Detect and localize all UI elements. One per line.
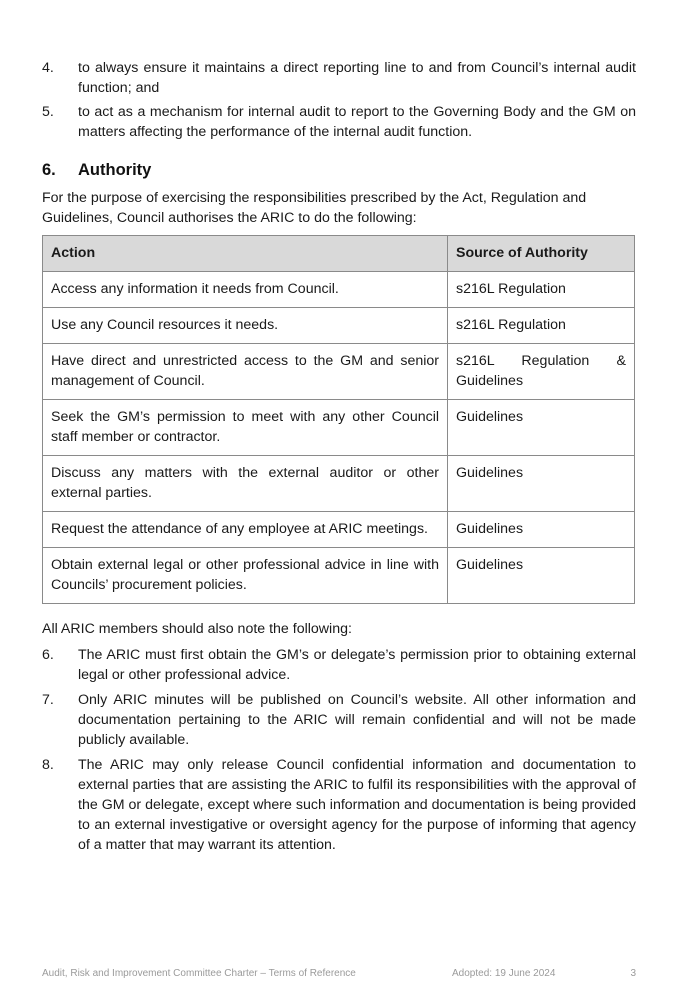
- item-number: 7.: [42, 692, 54, 708]
- source-cell: s216L Regulation: [448, 308, 635, 344]
- document-page: [42, 58, 636, 860]
- action-cell: Access any information it needs from Council.: [43, 272, 448, 308]
- header-action: Action: [43, 236, 448, 272]
- authority-table: [42, 235, 635, 604]
- table-row: [43, 548, 635, 604]
- page-footer: [42, 968, 636, 979]
- table-row: [43, 456, 635, 512]
- list-item: [42, 58, 636, 98]
- action-cell: Use any Council resources it needs.: [43, 308, 448, 344]
- intro-paragraph: For the purpose of exercising the responsibilities prescribed by the Act, Regulation and Guidelines, Council authorises the ARIC to do the following:: [42, 190, 587, 226]
- item-number: 6.: [42, 647, 54, 663]
- note-paragraph: All ARIC members should also note the following:: [42, 621, 352, 637]
- list-item: [42, 690, 636, 750]
- action-cell: Seek the GM’s permission to meet with any other Council staff member or contractor.: [43, 400, 448, 456]
- table-row: [43, 344, 635, 400]
- list-item: [42, 755, 636, 855]
- source-cell: s216L Regulation & Guidelines: [448, 344, 635, 400]
- table-header-row: [43, 236, 635, 272]
- list-item: [42, 645, 636, 685]
- footer-page-number: 3: [630, 968, 636, 979]
- top-list: [42, 58, 636, 142]
- source-cell: Guidelines: [448, 456, 635, 512]
- source-cell: Guidelines: [448, 512, 635, 548]
- action-cell: Discuss any matters with the external auditor or other external parties.: [43, 456, 448, 512]
- action-cell: Have direct and unrestricted access to the GM and senior management of Council.: [43, 344, 448, 400]
- source-cell: Guidelines: [448, 400, 635, 456]
- note-list: [42, 645, 636, 855]
- item-text: Only ARIC minutes will be published on Council’s website. All other information and documentation pertaining to the ARIC will remain confidential and will not be made publicly available.: [78, 692, 636, 748]
- table-row: [43, 512, 635, 548]
- item-text: The ARIC must first obtain the GM’s or delegate’s permission prior to obtaining external legal or other professional advice.: [78, 647, 636, 683]
- section-title: Authority: [78, 161, 152, 179]
- item-number: 8.: [42, 757, 54, 773]
- source-cell: s216L Regulation: [448, 272, 635, 308]
- source-cell: Guidelines: [448, 548, 635, 604]
- item-text: to act as a mechanism for internal audit to report to the Governing Body and the GM on matters affecting the performance of the internal audit function.: [78, 104, 636, 140]
- list-item: [42, 102, 636, 142]
- section-number: 6.: [42, 161, 56, 179]
- table-row: [43, 272, 635, 308]
- item-number: 5.: [42, 104, 54, 120]
- table-row: [43, 308, 635, 344]
- action-cell: Request the attendance of any employee at ARIC meetings.: [43, 512, 448, 548]
- item-text: to always ensure it maintains a direct reporting line to and from Council’s internal audit function; and: [78, 60, 636, 96]
- item-number: 4.: [42, 60, 54, 76]
- footer-doc-title: Audit, Risk and Improvement Committee Charter – Terms of Reference: [42, 968, 356, 979]
- table-row: [43, 400, 635, 456]
- header-source: Source of Authority: [448, 236, 635, 272]
- section-heading: [42, 159, 636, 181]
- action-cell: Obtain external legal or other professional advice in line with Councils’ procurement policies.: [43, 548, 448, 604]
- item-text: The ARIC may only release Council confidential information and documentation to external parties that are assisting the ARIC to fulfil its responsibilities with the approval of the GM or delegate, except where such information and documentation is being provided to an external investigative or oversight agency for the purpose of informing that agency of a matter that may warrant its attention.: [78, 757, 636, 853]
- footer-adopted-date: Adopted: 19 June 2024: [452, 968, 556, 979]
